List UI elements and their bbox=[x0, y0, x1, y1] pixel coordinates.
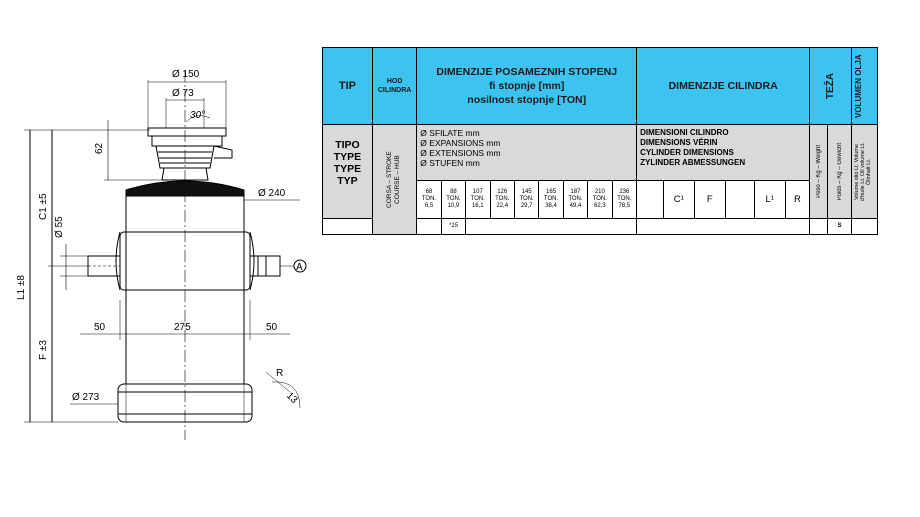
header-dimcil-2: DIMENSIONS VÉRIN bbox=[640, 138, 718, 147]
stage-8 bbox=[612, 181, 637, 219]
header-peso-text: Peso – Kg – Weight bbox=[815, 145, 822, 198]
stage-5-ton: TON. bbox=[543, 196, 559, 202]
stage-3 bbox=[490, 181, 514, 219]
header-dimcil-4: ZYLINDER ABMESSUNGEN bbox=[640, 158, 746, 167]
dim-h62: 62 bbox=[94, 142, 105, 154]
spec-table-wrap bbox=[322, 47, 878, 458]
stage-6-ton: TON. bbox=[568, 196, 583, 202]
col-l1: L¹ bbox=[754, 181, 785, 219]
stage-3-v: 22,4 bbox=[496, 203, 509, 209]
dim-d240: Ø 240 bbox=[258, 188, 286, 199]
dim-l1: L1 ±8 bbox=[16, 275, 27, 300]
header-sfilate-1: Ø SFILATE mm bbox=[420, 128, 480, 138]
stage-6-v: 49,4 bbox=[569, 203, 582, 209]
s-label: S bbox=[827, 219, 851, 235]
dim-r: R bbox=[276, 368, 284, 379]
header-dimcil-1: DIMENSIONI CILINDRO bbox=[640, 128, 729, 137]
stage-4-ton: TON. bbox=[519, 196, 534, 202]
header-dimcil-3: CYLINDER DIMENSIONS bbox=[640, 148, 734, 157]
stage-8-ton: TON. bbox=[617, 196, 632, 202]
stage-6-d: 187 bbox=[570, 189, 581, 195]
header-corsa-text: CORSA – STROKE COURSE – HUB bbox=[385, 151, 401, 208]
header-tipo-1: TIPO bbox=[335, 139, 360, 151]
header-tipo bbox=[323, 125, 373, 219]
header-sfilate-2: Ø EXPANSIONS mm bbox=[420, 138, 501, 148]
header-corsa bbox=[372, 125, 416, 235]
header-poids-text: Poids – Kg – Gewicht bbox=[836, 142, 843, 201]
header-tipo-4: TYP bbox=[337, 175, 358, 187]
stage-7-d: 210 bbox=[594, 189, 605, 195]
dim-d273: Ø 273 bbox=[72, 392, 100, 403]
stage-2-d: 107 bbox=[472, 189, 483, 195]
dim-f: F ±3 bbox=[38, 340, 49, 360]
note-blank bbox=[323, 219, 373, 235]
dim-r2: 13 bbox=[283, 390, 300, 406]
header-dim-stopenj bbox=[417, 48, 637, 125]
stage-4-v: 29,7 bbox=[520, 203, 533, 209]
header-sfilate bbox=[417, 125, 637, 181]
header-volumen-text: VOLUMEN OLJA bbox=[853, 54, 863, 118]
stage-2-ton: TON. bbox=[470, 196, 485, 202]
header-tipo-2: TYPE bbox=[333, 151, 362, 163]
stage-8-v: 78,5 bbox=[618, 203, 631, 209]
header-poids bbox=[827, 125, 851, 219]
stage-4-d: 145 bbox=[521, 189, 532, 195]
dim-w50a: 50 bbox=[94, 322, 106, 333]
header-volume-label: Volume olio Lt. Volume d'huile Lt. Oil volume Lt. Ölinhalt Lt. bbox=[853, 142, 872, 201]
col-r: R bbox=[785, 181, 809, 219]
dim-d73: Ø 73 bbox=[172, 88, 194, 99]
stage-3-ton: TON. bbox=[495, 196, 510, 202]
note-dims bbox=[637, 219, 810, 235]
header-hod: HOD CILINDRA bbox=[372, 48, 416, 125]
stage-7 bbox=[588, 181, 612, 219]
header-dim-stopenj-line2: fi stopnje [mm] bbox=[489, 80, 565, 92]
header-tip: TIP bbox=[323, 48, 373, 125]
stage-2 bbox=[466, 181, 490, 219]
header-tipo-3: TYPE bbox=[333, 163, 362, 175]
header-teza bbox=[810, 48, 852, 125]
blank-dim-col bbox=[637, 181, 664, 219]
stage-4 bbox=[514, 181, 538, 219]
stage-5-d: 165 bbox=[546, 189, 557, 195]
header-volume-text bbox=[852, 125, 878, 219]
stage-note: *15 bbox=[441, 219, 465, 235]
header-volumen bbox=[852, 48, 878, 125]
header-dimcil bbox=[637, 125, 810, 181]
stage-0-ton: TON. bbox=[421, 196, 437, 202]
cylinder-drawing bbox=[0, 0, 320, 517]
stage-7-v: 62,3 bbox=[594, 203, 606, 209]
dim-w275: 275 bbox=[174, 322, 191, 333]
stage-0-d: 68 bbox=[425, 189, 433, 195]
stage-3-d: 126 bbox=[497, 189, 508, 195]
stage-5-v: 38,4 bbox=[545, 203, 557, 209]
blank-dim-col-2 bbox=[725, 181, 754, 219]
stage-1-v: 10,9 bbox=[447, 203, 460, 209]
note-stage-0 bbox=[417, 219, 441, 235]
stage-7-ton: TON. bbox=[592, 196, 607, 202]
dim-d150: Ø 150 bbox=[172, 69, 200, 80]
stage-6 bbox=[563, 181, 587, 219]
stage-0-v: 6,5 bbox=[424, 203, 434, 209]
header-sfilate-4: Ø STUFEN mm bbox=[420, 158, 480, 168]
stage-1-ton: TON. bbox=[446, 196, 461, 202]
header-dim-cilindra: DIMENZIJE CILINDRA bbox=[637, 48, 810, 125]
dim-d55: Ø 55 bbox=[54, 216, 65, 238]
header-sfilate-3: Ø EXTENSIONS mm bbox=[420, 148, 501, 158]
stage-1-d: 88 bbox=[450, 189, 457, 195]
note-peso bbox=[810, 219, 828, 235]
header-teza-text: TEŽA bbox=[825, 72, 837, 100]
dim-w50b: 50 bbox=[266, 322, 278, 333]
note-vol bbox=[852, 219, 878, 235]
dim-c1: C1 ±5 bbox=[38, 193, 49, 220]
col-c1: C¹ bbox=[663, 181, 694, 219]
stage-1 bbox=[441, 181, 465, 219]
stage-5 bbox=[539, 181, 563, 219]
stage-8-d: 236 bbox=[619, 189, 630, 195]
note-stage-rest bbox=[466, 219, 637, 235]
header-dim-stopenj-line1: DIMENZIJE POSAMEZNIH STOPENJ bbox=[436, 66, 618, 78]
header-peso bbox=[810, 125, 828, 219]
col-f: F bbox=[694, 181, 725, 219]
spec-table bbox=[322, 47, 878, 235]
stage-2-v: 16,1 bbox=[471, 203, 484, 209]
marker-a: A bbox=[296, 262, 303, 273]
stage-0 bbox=[417, 181, 441, 219]
dim-angle: 30° bbox=[190, 110, 206, 121]
header-dim-stopenj-line3: nosilnost stopnje [TON] bbox=[467, 94, 587, 106]
